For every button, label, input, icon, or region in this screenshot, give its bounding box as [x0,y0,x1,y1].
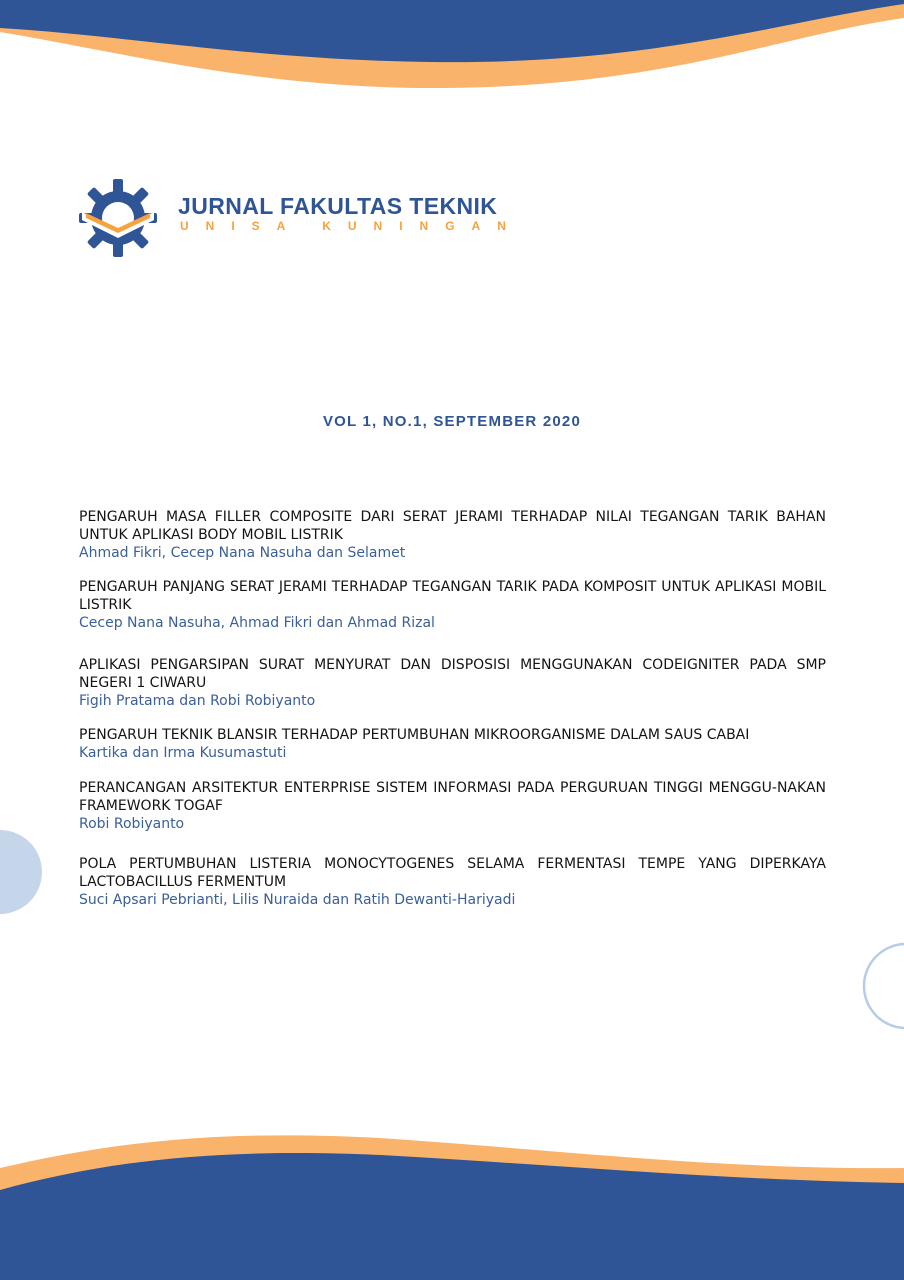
journal-title: JURNAL FAKULTAS TEKNIK [178,193,498,219]
article-authors: Ahmad Fikri, Cecep Nana Nasuha dan Selamet [79,545,406,561]
article-authors: Kartika dan Irma Kusumastuti [79,745,287,761]
article-authors: Robi Robiyanto [79,816,185,832]
gear-with-open-book-icon [78,178,158,258]
article-title: PENGARUH TEKNIK BLANSIR TERHADAP PERTUMBUHAN MIKROORGANISME DALAM SAUS CABAI [79,727,750,743]
article-entry[interactable] [79,726,826,762]
right-outline-circle [864,944,904,1028]
article-title: PENGARUH MASA FILLER COMPOSITE DARI SERAT JERAMI TERHADAP NILAI TEGANGAN TARIK BAHAN UNTUK APLIKASI BODY MOBIL LISTRIK [79,509,826,543]
article-title: PERANCANGAN ARSITEKTUR ENTERPRISE SISTEM INFORMASI PADA PERGURUAN TINGGI MENGGU-NAKAN FRAMEWORK TOGAF [79,780,826,814]
article-authors: Suci Apsari Pebrianti, Lilis Nuraida dan Ratih Dewanti-Hariyadi [79,892,516,908]
article-entry[interactable] [79,508,826,562]
article-title: POLA PERTUMBUHAN LISTERIA MONOCYTOGENES SELAMA FERMENTASI TEMPE YANG DIPERKAYA LACTOBACILLUS FERMENTUM [79,856,826,890]
table-of-contents [79,508,826,909]
volume-label: VOL 1, NO.1, SEPTEMBER 2020 [322,413,582,430]
journal-subtitle: UNISA KUNINGAN [180,219,523,233]
article-entry[interactable] [79,656,826,710]
article-title: PENGARUH PANJANG SERAT JERAMI TERHADAP TEGANGAN TARIK PADA KOMPOSIT UNTUK APLIKASI MOBIL LISTRIK [79,579,826,613]
article-authors: Cecep Nana Nasuha, Ahmad Fikri dan Ahmad Rizal [79,615,435,631]
article-entry[interactable] [79,578,826,632]
article-authors: Figih Pratama dan Robi Robiyanto [79,693,316,709]
article-entry[interactable] [79,855,826,909]
left-half-circle [0,830,42,914]
article-title: APLIKASI PENGARSIPAN SURAT MENYURAT DAN DISPOSISI MENGGUNAKAN CODEIGNITER PADA SMP NEGERI 1 CIWARU [79,657,826,691]
article-entry[interactable] [79,779,826,833]
